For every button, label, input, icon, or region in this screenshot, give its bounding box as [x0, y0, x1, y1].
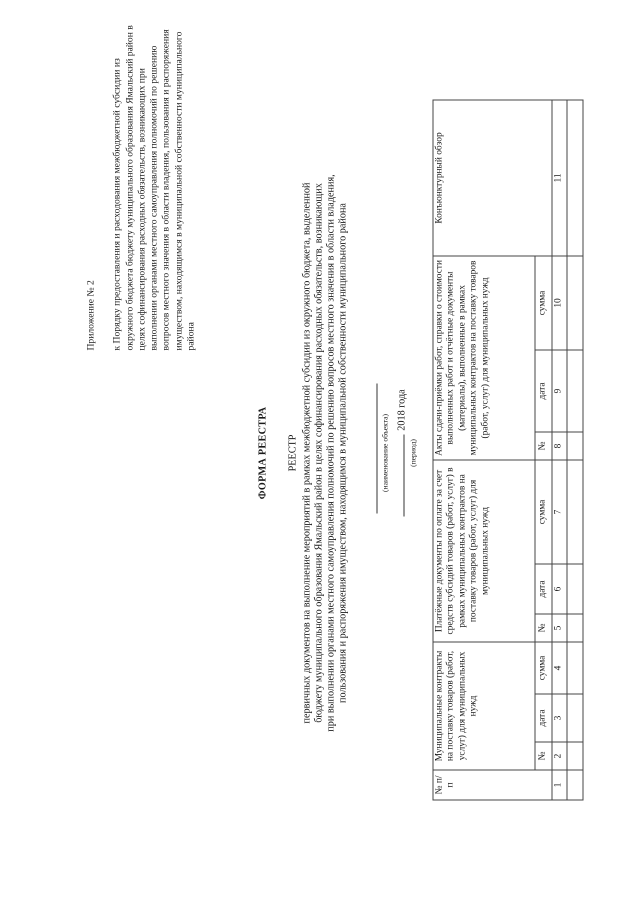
col-number: 5: [552, 613, 567, 641]
cell: [567, 641, 583, 693]
period-line: [394, 0, 408, 905]
period-blank: [394, 434, 404, 516]
cell: [567, 99, 583, 255]
cell: [567, 770, 583, 800]
registry-table: [432, 99, 583, 800]
col-number: 10: [552, 255, 567, 349]
cell: [567, 563, 583, 613]
year-text: 2018 года: [396, 388, 407, 431]
sub-date: дата: [535, 694, 552, 742]
reestr-line-2: бюджету муниципального образования Ямальский район в целях софинансирования расходных обязательств, возникающих: [313, 182, 324, 723]
sub-sum: сумма: [535, 459, 552, 563]
header-contracts: Муниципальные контракты на поставку товаров (работ, услуг) для муниципальных нужд: [433, 641, 535, 769]
sub-date: дата: [535, 563, 552, 613]
cell: [567, 431, 583, 459]
appendix-text: к Порядку предоставления и расходования межбюджетной субсидии из окружного бюджета бюджету муниципального образования Ямальский район в целях софинансирования расходных обязательств, возникающих при выполнении органами местного самоуправления полномочий по решению вопросов местного значения в области владения, пользования и распоряжения имуществом, находящимся в муниципальной собственности муниципального района: [111, 24, 197, 350]
table-header-row: [433, 99, 535, 799]
object-name-note: (наименование объекта): [380, 413, 389, 492]
form-title: ФОРМА РЕЕСТРА: [257, 406, 268, 499]
table-empty-row: [567, 99, 583, 799]
header-acts: Акты сдачи-приёмки работ, справки о стоимости выполненных работ и отчётные документы (материалы), выполненные в рамках муниципальных контрактов на поставку товаров (работ, услуг) для муниципальных нужд: [433, 255, 535, 459]
col-number: 11: [552, 99, 567, 255]
cell: [567, 613, 583, 641]
col-number: 4: [552, 641, 567, 693]
reestr-line-1: первичных документов на выполнение мероприятий в рамках межбюджетной субсидии из окружного бюджета, выделенной: [301, 182, 312, 723]
header-payments: Платёжные документы по оплате за счет средств субсидий товаров (работ, услуг) в рамках муниципальных контрактов на поставку товаров (работ, услуг) для муниципальных нужд: [433, 459, 535, 641]
cell: [567, 459, 583, 563]
sub-sum: сумма: [535, 641, 552, 693]
sub-no: №: [535, 613, 552, 641]
cell: [567, 694, 583, 742]
reestr-line-4: пользования и распоряжения имуществом, находящимся в муниципальной собственности муниципального района: [337, 202, 348, 703]
header-review: Конъюнктурный обзор: [433, 99, 552, 255]
appendix-block: [85, 20, 197, 350]
object-name-line: [376, 383, 377, 513]
period-note: (период): [408, 438, 417, 467]
sub-date: дата: [535, 349, 552, 431]
cell: [567, 255, 583, 349]
sub-no: №: [535, 431, 552, 459]
sub-sum: сумма: [535, 255, 552, 349]
cell: [567, 742, 583, 770]
col-number: 6: [552, 563, 567, 613]
reestr-title: РЕЕСТР: [287, 434, 298, 471]
header-np: № п/п: [433, 770, 552, 800]
col-number: 3: [552, 694, 567, 742]
cell: [567, 349, 583, 431]
column-number-row: [552, 99, 567, 799]
col-number: 8: [552, 431, 567, 459]
appendix-number: Приложение № 2: [85, 279, 96, 350]
reestr-line-3: при выполнении органами местного самоуправления полномочий по решению вопросов местного значения в области владения,: [325, 173, 336, 732]
col-number: 1: [552, 770, 567, 800]
sub-no: №: [535, 742, 552, 770]
col-number: 9: [552, 349, 567, 431]
col-number: 2: [552, 742, 567, 770]
col-number: 7: [552, 459, 567, 563]
